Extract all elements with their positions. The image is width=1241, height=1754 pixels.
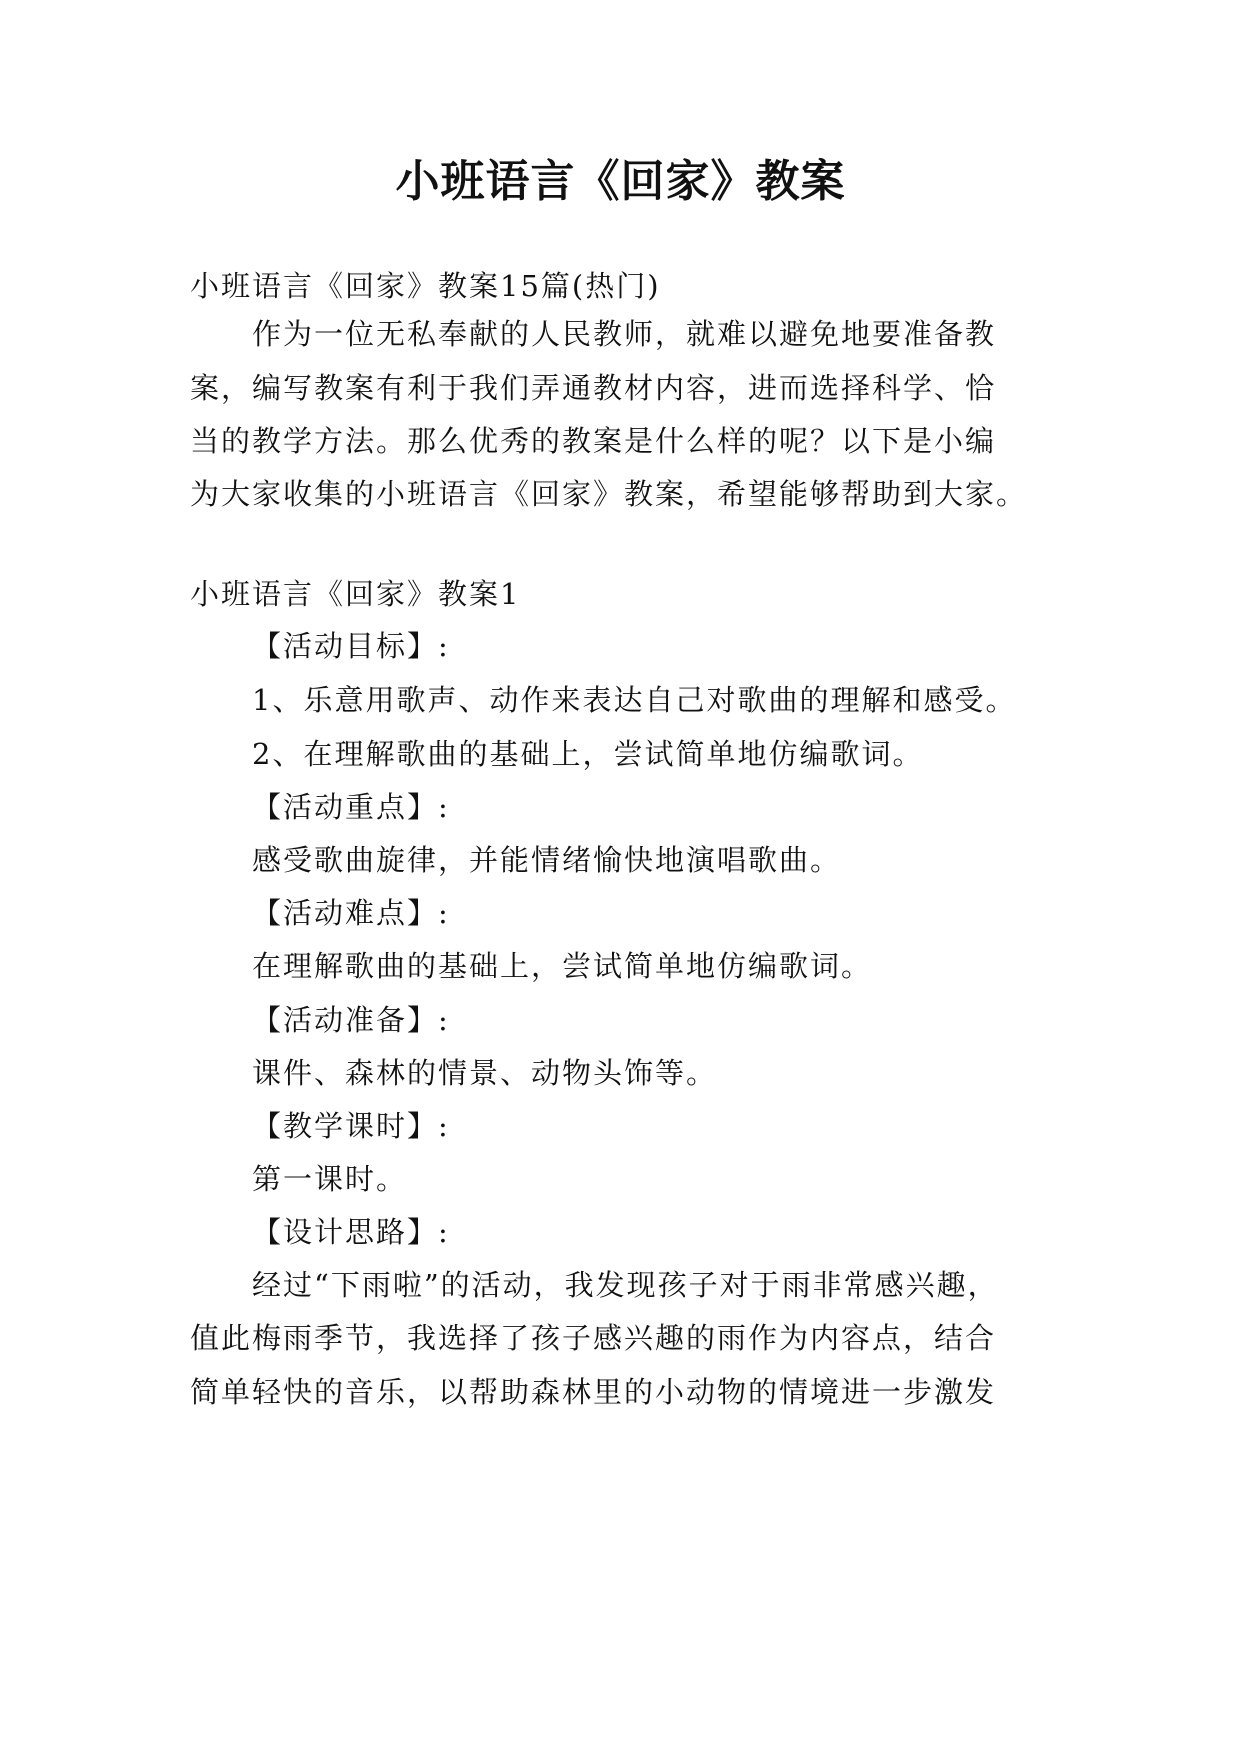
design-line-3: 简单轻快的音乐，以帮助森林里的小动物的情境进一步激发 [190,1375,997,1409]
page-title: 小班语言《回家》教案 [395,156,846,207]
intro-line-3: 当的教学方法。那么优秀的教案是什么样的呢？以下是小编 [190,424,997,458]
design-line-2: 值此梅雨季节，我选择了孩子感兴趣的雨作为内容点，结合 [190,1321,997,1355]
heading-goals: 【活动目标】: [252,629,450,663]
heading-key-points: 【活动重点】: [252,790,450,824]
goal-1: 1、乐意用歌声、动作来表达自己对歌曲的理解和感受。 [252,683,1017,717]
intro-line-1: 作为一位无私奉献的人民教师，就难以避免地要准备教 [252,317,997,351]
class-hours-text: 第一课时。 [252,1162,408,1196]
heading-preparation: 【活动准备】: [252,1003,450,1037]
design-line-1: 经过“下雨啦”的活动，我发现孩子对于雨非常感兴趣， [252,1268,999,1302]
document-subtitle: 小班语言《回家》教案15篇(热门) [190,269,661,303]
difficulties-text: 在理解歌曲的基础上，尝试简单地仿编歌词。 [252,949,873,983]
goal-2: 2、在理解歌曲的基础上，尝试简单地仿编歌词。 [252,737,924,771]
preparation-text: 课件、森林的情景、动物头饰等。 [252,1056,718,1090]
intro-line-2: 案，编写教案有利于我们弄通教材内容，进而选择科学、恰 [190,371,997,405]
intro-line-4: 为大家收集的小班语言《回家》教案，希望能够帮助到大家。 [190,477,1028,511]
heading-design-idea: 【设计思路】: [252,1215,450,1249]
heading-class-hours: 【教学课时】: [252,1109,450,1143]
key-points-text: 感受歌曲旋律，并能情绪愉快地演唱歌曲。 [252,843,842,877]
section-title: 小班语言《回家》教案1 [190,577,521,611]
heading-difficulties: 【活动难点】: [252,896,450,930]
